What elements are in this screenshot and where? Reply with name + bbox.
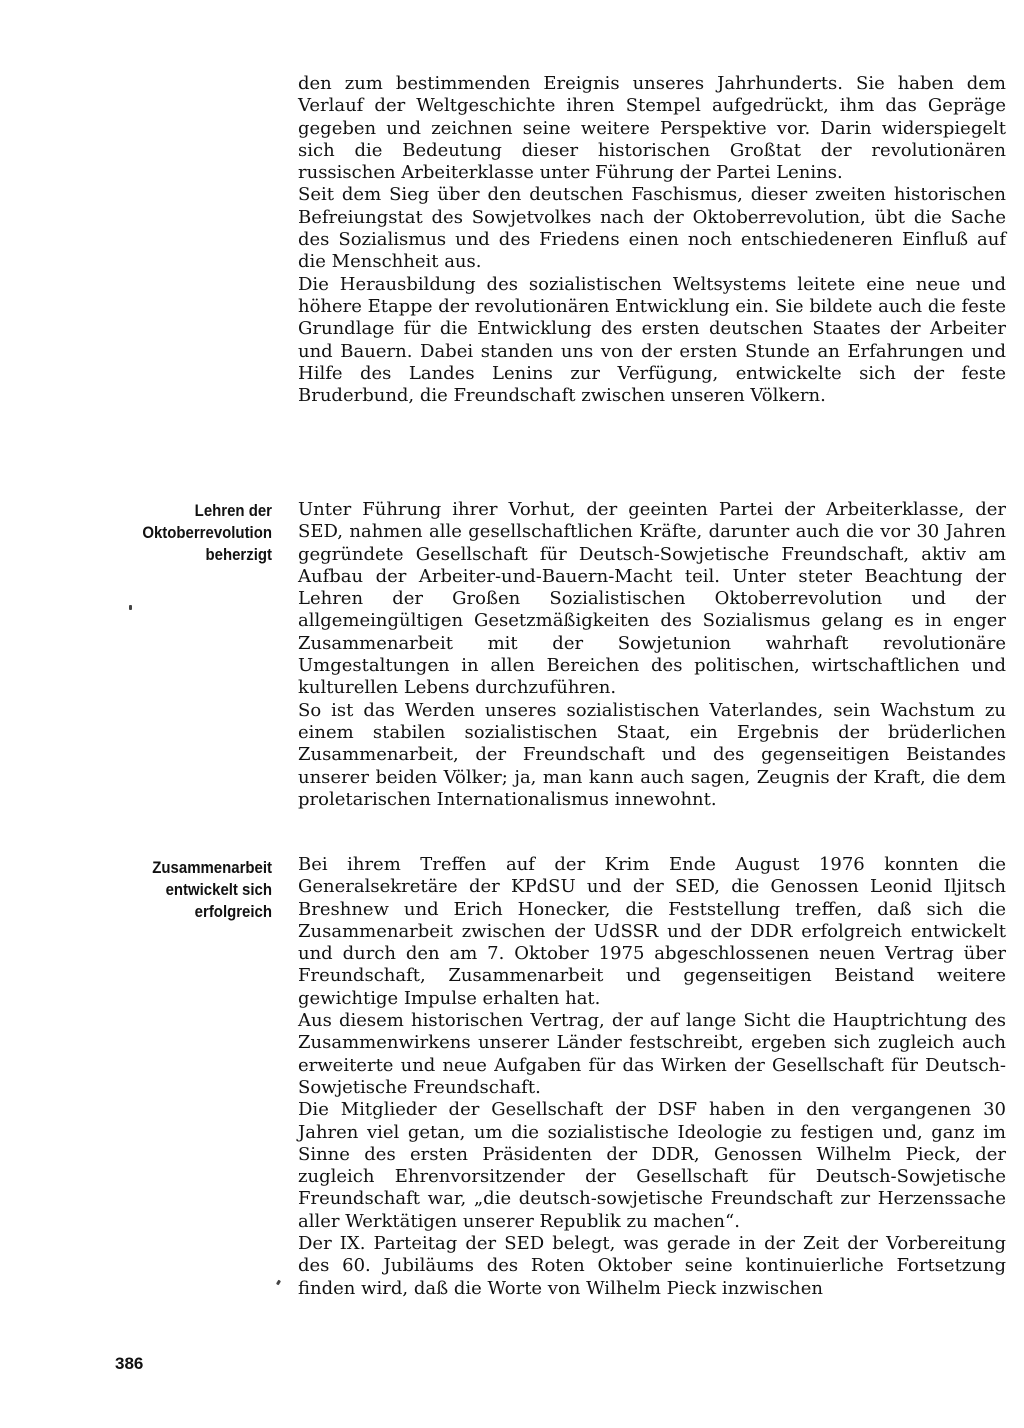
section-zusammenarbeit: [298, 854, 1006, 1300]
margin-heading-line: erfolgreich: [194, 902, 272, 921]
margin-heading-line: beherzigt: [205, 545, 272, 564]
paragraph: Bei ihrem Treffen auf der Krim Ende August 1976 konnten die Generalsekretäre der KPdSU und der SED, die Genossen Leonid Iljitsch Breshnew und Erich Honecker, die Feststellung treffen, daß sich die Zusammenarbeit zwischen der UdSSR und der DDR erfolgreich entwickelt und durch den am 7. Oktober 1975 abgeschlossenen neuen Vertrag über Freundschaft, Zusammenarbeit und gegenseitigen Beistand weitere gewichtige Impulse erhalten hat.: [298, 854, 1006, 1009]
paragraph: So ist das Werden unseres sozialistischen Vaterlandes, sein Wachstum zu einem stabilen sozialistischen Staat, ein Ergebnis der brüderlichen Zusammenarbeit, der Freundschaft und des gegenseitigen Beistandes unserer beiden Völker; ja, man kann auch sagen, Zeugnis der Kraft, die dem proletarischen Internationalismus innewohnt.: [298, 699, 1006, 810]
margin-heading-lehren: [96, 500, 272, 566]
page-number: 386: [115, 1354, 144, 1373]
section-lehren: [298, 499, 1006, 811]
margin-heading-zusammenarbeit: [96, 857, 272, 923]
scan-speck: [129, 605, 132, 610]
paragraph: Die Mitglieder der Gesellschaft der DSF haben in den vergangenen 30 Jahren viel getan, um die sozialistische Ideologie zu festigen und, ganz im Sinne des ersten Präsidenten der DDR, Genossen Wilhelm Pieck, der zugleich Ehrenvorsitzender der Gesellschaft für Deutsch-Sowjetische Freundschaft war, „die deutsch-sowjetische Freundschaft zur Herzenssache aller Werktätigen unserer Republik zu machen“.: [298, 1099, 1006, 1232]
margin-heading-line: entwickelt sich: [165, 880, 272, 899]
paragraph: den zum bestimmenden Ereignis unseres Jahrhunderts. Sie haben dem Verlauf der Weltgeschichte ihren Stempel aufgedrückt, ihm das Gepräge gegeben und zeichnen seine weitere Perspektive vor. Darin widerspiegelt sich die Bedeutung dieser historischen Großtat der revolutionären russischen Arbeiterklasse unter Führung der Partei Lenins.: [298, 73, 1006, 184]
scan-speck: [276, 1280, 281, 1286]
paragraph: Unter Führung ihrer Vorhut, der geeinten Partei der Arbeiterklasse, der SED, nahmen alle gesellschaftlichen Kräfte, darunter auch die vor 30 Jahren gegründete Gesellschaft für Deutsch-Sowjetische Freundschaft, aktiv am Aufbau der Arbeiter-und-Bauern-Macht teil. Unter steter Beachtung der Lehren der Großen Sozialistischen Oktoberrevolution und der allgemeingültigen Gesetzmäßigkeiten des Sozialismus gelang es in enger Zusammenarbeit mit der Sowjetunion wahrhaft revolutionäre Umgestaltungen in allen Bereichen des politischen, wirtschaftlichen und kulturellen Lebens durchzuführen.: [298, 499, 1006, 699]
paragraph: Die Herausbildung des sozialistischen Weltsystems leitete eine neue und höhere Etappe der revolutionären Entwicklung ein. Sie bildete auch die feste Grundlage für die Entwicklung des ersten deutschen Staates der Arbeiter und Bauern. Dabei standen uns von der ersten Stunde an Erfahrungen und Hilfe des Landes Lenins zur Verfügung, entwickelte sich der feste Bruderbund, die Freundschaft zwischen unseren Völkern.: [298, 273, 1006, 407]
paragraph: Seit dem Sieg über den deutschen Faschismus, dieser zweiten historischen Befreiungstat des Sowjetvolkes nach der Oktoberrevolution, übt die Sache des Sozialismus und des Friedens einen noch entschiedeneren Einfluß auf die Menschheit aus.: [298, 184, 1006, 273]
paragraph: Aus diesem historischen Vertrag, der auf lange Sicht die Hauptrichtung des Zusammenwirkens unserer Länder festschreibt, ergeben sich zugleich auch erweiterte und neue Aufgaben für das Wirken der Gesellschaft für Deutsch-Sowjetische Freundschaft.: [298, 1010, 1006, 1098]
section-intro: [298, 73, 1006, 407]
margin-heading-line: Lehren der: [194, 501, 272, 520]
margin-heading-line: Zusammenarbeit: [152, 858, 272, 877]
margin-heading-line: Oktoberrevolution: [142, 523, 272, 542]
paragraph: Der IX. Parteitag der SED belegt, was gerade in der Zeit der Vorbereitung des 60. Jubiläums des Roten Oktober seine kontinuierliche Fortsetzung finden wird, daß die Worte von Wilhelm Pieck inzwischen: [298, 1233, 1006, 1299]
